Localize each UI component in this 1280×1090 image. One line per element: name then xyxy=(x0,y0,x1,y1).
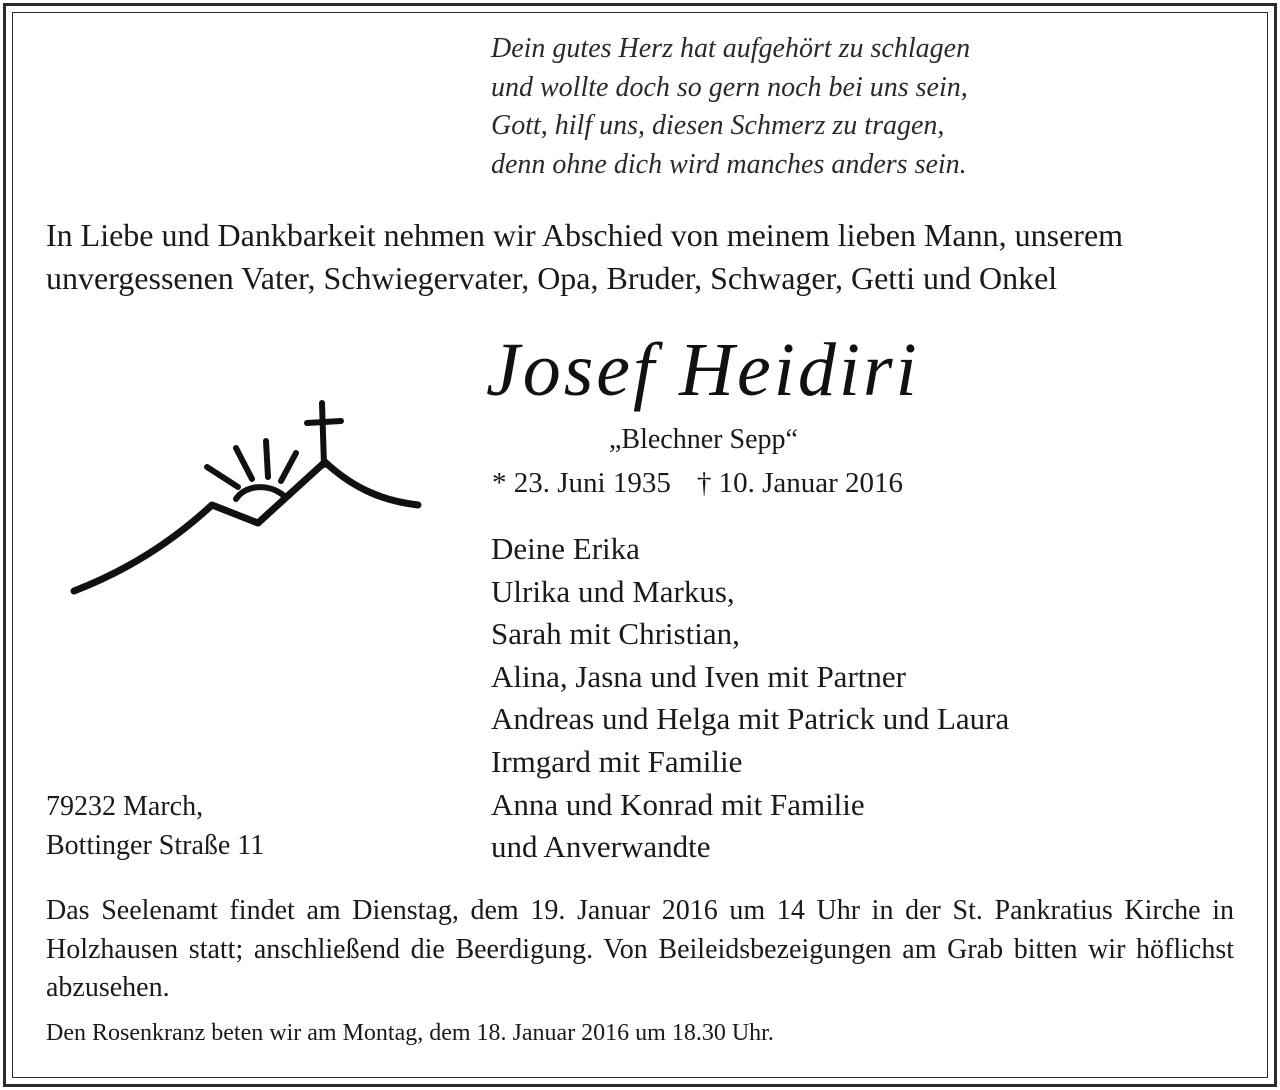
service-announcement: Das Seelenamt findet am Dienstag, dem 19. Januar 2016 um 14 Uhr in der St. Pankratius Kirche in Holzhausen statt; anschließend die Beerdigung. Von Beileidsbezeigungen am Grab bitten wir höflichst abzusehen. xyxy=(46,895,1234,1003)
mourner-line: Sarah mit Christian, xyxy=(491,616,740,652)
mourner-line: Alina, Jasna und Iven mit Partner xyxy=(491,658,906,694)
rosary-announcement: Den Rosenkranz beten wir am Montag, dem 18. Januar 2016 um 18.30 Uhr. xyxy=(46,1020,774,1046)
poem-line: denn ohne dich wird manches anders sein. xyxy=(491,148,967,180)
poem-line: Dein gutes Herz hat aufgehört zu schlagen xyxy=(491,33,971,64)
poem-line: und wollte doch so gern noch bei uns sein, xyxy=(491,71,968,103)
birth-date: * 23. Juni 1935 xyxy=(492,467,671,499)
mourners-list xyxy=(491,528,1009,869)
poem-line: Gott, hilf uns, diesen Schmerz zu tragen, xyxy=(491,110,945,141)
address-line: Bottinger Straße 11 xyxy=(46,829,265,861)
deceased-name: Josef Heidiri xyxy=(486,328,920,412)
poem xyxy=(491,30,970,184)
deceased-nickname: „Blechner Sepp“ xyxy=(609,424,798,455)
death-date: † 10. Januar 2016 xyxy=(696,467,904,499)
life-dates xyxy=(492,464,903,502)
mourner-line: Irmgard mit Familie xyxy=(491,743,743,779)
mourner-line: Andreas und Helga mit Patrick und Laura xyxy=(491,701,1010,737)
mountain-cross-sun-icon xyxy=(70,395,430,600)
address-line: 79232 March, xyxy=(46,791,204,822)
intro-text xyxy=(46,214,1238,300)
family-address xyxy=(46,788,264,865)
mourner-line: Anna und Konrad mit Familie xyxy=(491,786,865,822)
intro-line: In Liebe und Dankbarkeit nehmen wir Abschied von meinem lieben Mann, unserem xyxy=(46,217,1124,253)
mourner-line: Ulrika und Markus, xyxy=(491,573,735,609)
mourner-line: und Anverwandte xyxy=(491,829,711,865)
intro-line: unvergessenen Vater, Schwiegervater, Opa, Bruder, Schwager, Getti und Onkel xyxy=(46,260,1058,296)
mourner-line: Deine Erika xyxy=(491,531,640,566)
